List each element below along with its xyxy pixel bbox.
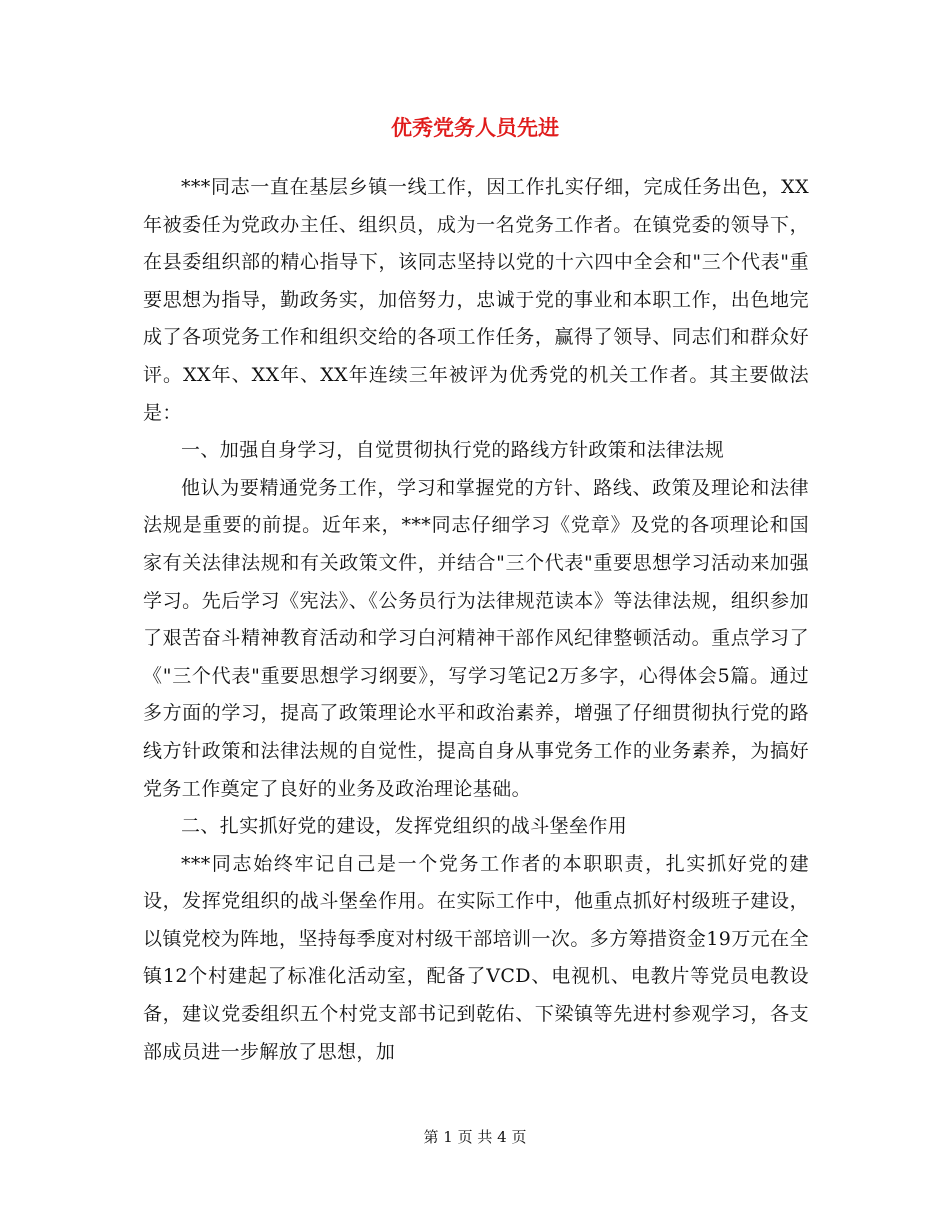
section-heading-2: 二、扎实抓好党的建设，发挥党组织的战斗堡垒作用 <box>181 815 628 838</box>
document-body <box>143 169 809 1071</box>
paragraph-section-1: 他认为要精通党务工作，学习和掌握党的方针、路线、政策及理论和法律法规是重要的前提。近年来，***同志仔细学习《党章》及党的各项理论和国家有关法律法规和有关政策文件，并结合"三个代表"重要思想学习活动来加强学习。先后学习《宪法》、《公务员行为法律规范读本》等法律法规，组织参加了艰苦奋斗精神教育活动和学习白河精神干部作风纪律整顿活动。重点学习了《"三个代表"重要思想学习纲要》，写学习笔记2万多字，心得体会5篇。通过多方面的学习，提高了政策理论水平和政治素养，增强了仔细贯彻执行党的路线方针政策和法律法规的自觉性，提高自身从事党务工作的业务素养，为搞好党务工作奠定了良好的业务及政治理论基础。 <box>143 476 809 800</box>
page-footer: 第 1 页 共 4 页 <box>423 1128 527 1146</box>
section-heading-1: 一、加强自身学习，自觉贯彻执行党的路线方针政策和法律法规 <box>181 439 725 462</box>
document-title: 优秀党务人员先进 <box>391 115 559 140</box>
paragraph-intro: ***同志一直在基层乡镇一线工作，因工作扎实仔细，完成任务出色，XX年被委任为党政办主任、组织员，成为一名党务工作者。在镇党委的领导下，在县委组织部的精心指导下，该同志坚持以党的十六四中全会和"三个代表"重要思想为指导，勤政务实，加倍努力，忠诚于党的事业和本职工作，出色地完成了各项党务工作和组织交给的各项工作任务，赢得了领导、同志们和群众好评。XX年、XX年、XX年连续三年被评为优秀党的机关工作者。其主要做法是： <box>143 176 809 424</box>
paragraph-section-2: ***同志始终牢记自己是一个党务工作者的本职职责，扎实抓好党的建设，发挥党组织的战斗堡垒作用。在实际工作中，他重点抓好村级班子建设，以镇党校为阵地，坚持每季度对村级干部培训一次。多方筹措资金19万元在全镇12个村建起了标准化活动室，配备了VCD、电视机、电教片等党员电教设备，建议党委组织五个村党支部书记到乾佑、下梁镇等先进村参观学习，各支部成员进一步解放了思想，加 <box>143 852 809 1063</box>
